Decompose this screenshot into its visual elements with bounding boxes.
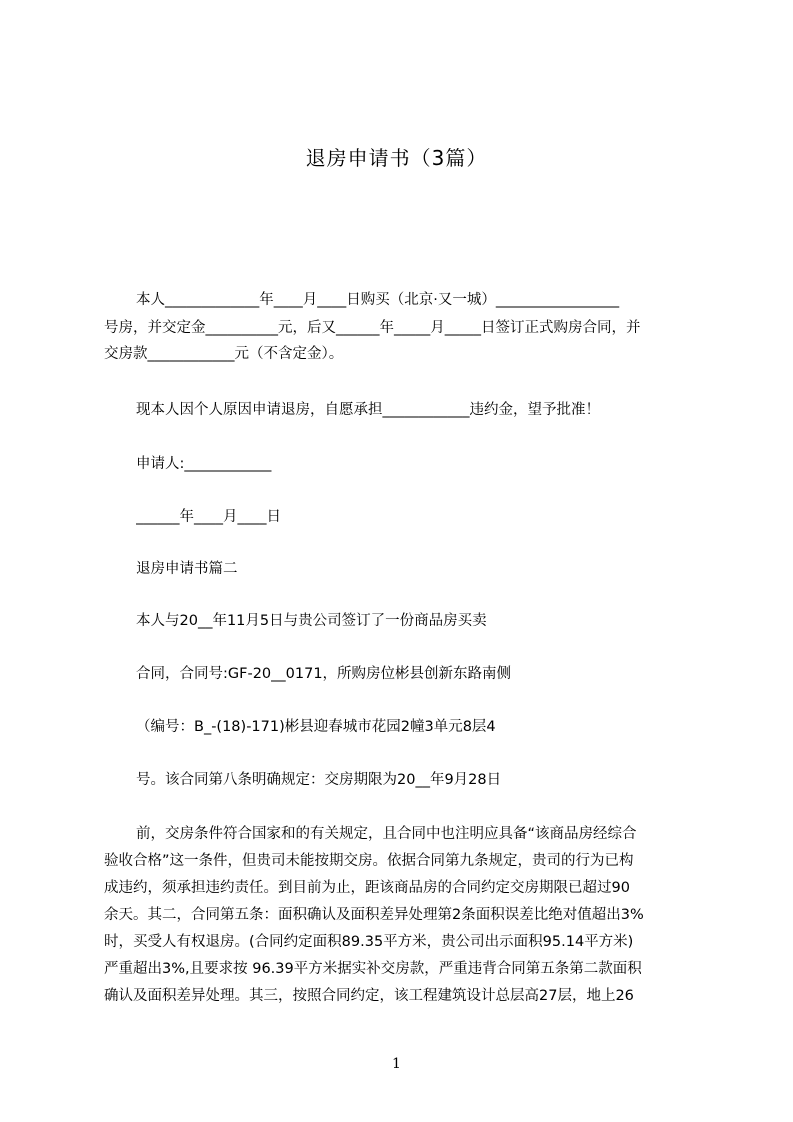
page-number: 1	[392, 1056, 401, 1072]
text-line: 合同，合同号:GF-20__0171，所购房位彬县创新东路南侧	[136, 666, 512, 682]
text-line: 验收合格”这一条件，但贵司未能按期交房。依据合同第九条规定，贵司的行为已构	[104, 853, 634, 869]
text-line: 成违约，须承担违约责任。到目前为止，距该商品房的合同约定交房期限已超过90	[104, 880, 630, 896]
text-line: 余天。其二，合同第五条：面积确认及面积差异处理第2条面积误差比绝对值超出3%	[104, 907, 644, 923]
applicant-line: 申请人:____________	[136, 456, 272, 472]
text-line: 号。该合同第八条明确规定：交房期限为20__年9月28日	[136, 772, 502, 788]
text-line: 时，买受人有权退房。(合同约定面积89.35平方米，贵公司出示面积95.14平方米)	[104, 934, 634, 950]
text-line: 严重超出3%,且要求按 96.39平方米据实补交房款，严重违背合同第五条第二款面积	[104, 961, 642, 977]
text-line: 号房，并交定金__________元，后又______年_____月_____日签订正式购房合同，并	[104, 320, 641, 336]
text-line: 现本人因个人原因申请退房，自愿承担____________违约金，望予批准！	[136, 402, 600, 418]
text-line: 本人_____________年____月____日购买（北京·又一城）_________________	[136, 292, 620, 308]
document-title: 退房申请书（3篇）	[305, 146, 488, 170]
text-line: 交房款____________元（不含定金）。	[104, 346, 344, 362]
date-line: ______年____月____日	[136, 509, 281, 525]
text-line: （编号：B_-(18)-171)彬县迎春城市花园2幢3单元8层4	[136, 719, 496, 735]
section-heading: 退房申请书篇二	[136, 561, 238, 577]
text-line: 前，交房条件符合国家和的有关规定，且合同中也注明应具备“该商品房经综合	[136, 826, 637, 842]
text-line: 本人与20__年11月5日与贵公司签订了一份商品房买卖	[136, 613, 487, 629]
text-line: 确认及面积差异处理。其三，按照合同约定，该工程建筑设计总层高27层，地上26	[104, 988, 634, 1004]
